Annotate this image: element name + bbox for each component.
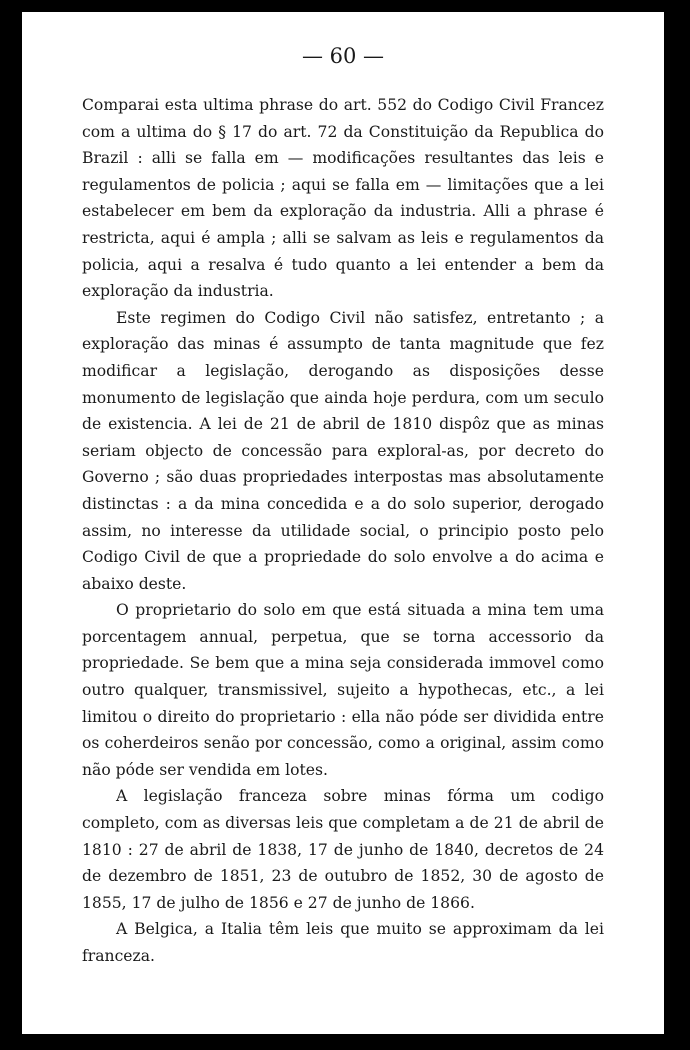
paragraph-5: A Belgica, a Italia têm leis que muito se approximam da lei franceza.	[82, 920, 604, 965]
page-number: — 60 —	[301, 44, 385, 68]
body-text	[82, 92, 604, 970]
paragraph-4: A legislação franceza sobre minas fórma um codigo completo, com as diversas leis que completam a de 21 de abril de 1810 : 27 de abril de 1838, 17 de junho de 1840, decretos de 24 de dezembro de 1851, 23 de outubro de 1852, 30 de agosto de 1855, 17 de julho de 1856 e 27 de junho de 1866.	[82, 787, 604, 912]
paragraph-3: O proprietario do solo em que está situada a mina tem uma porcentagem annual, perpetua, que se torna accessorio da propriedade. Se bem que a mina seja considerada immovel como outro qualquer, transmissivel, sujeito a hypothecas, etc., a lei limitou o direito do proprietario : ella não póde ser dividida entre os coherdeiros senão por concessão, como a original, assim como não póde ser vendida em lotes.	[82, 601, 604, 779]
paragraph-1: Comparai esta ultima phrase do art. 552 do Codigo Civil Francez com a ultima do § 17 do art. 72 da Constituição da Republica do Brazil : alli se falla em — modificações resultantes das leis e regulamentos de policia ; aqui se falla em — limitações que a lei estabelecer em bem da exploração da industria. Alli a phrase é restricta, aqui é ampla ; alli se salvam as leis e regulamentos da policia, aqui a resalva é tudo quanto a lei entender a bem da exploração da industria.	[82, 96, 604, 301]
paragraph-2: Este regimen do Codigo Civil não satisfez, entretanto ; a exploração das minas é assumpto de tanta magnitude que fez modificar a legislação, derogando as disposições desse monumento de legislação que ainda hoje perdura, com um seculo de existencia. A lei de 21 de abril de 1810 dispôz que as minas seriam objecto de concessão para exploral-as, por decreto do Governo ; são duas propriedades interpostas mas absolutamente distinctas : a da mina concedida e a do solo superior, derogado assim, no interesse da utilidade social, o principio posto pelo Codigo Civil de que a propriedade do solo envolve a do acima e abaixo deste.	[82, 308, 604, 593]
book-page	[22, 12, 664, 1034]
